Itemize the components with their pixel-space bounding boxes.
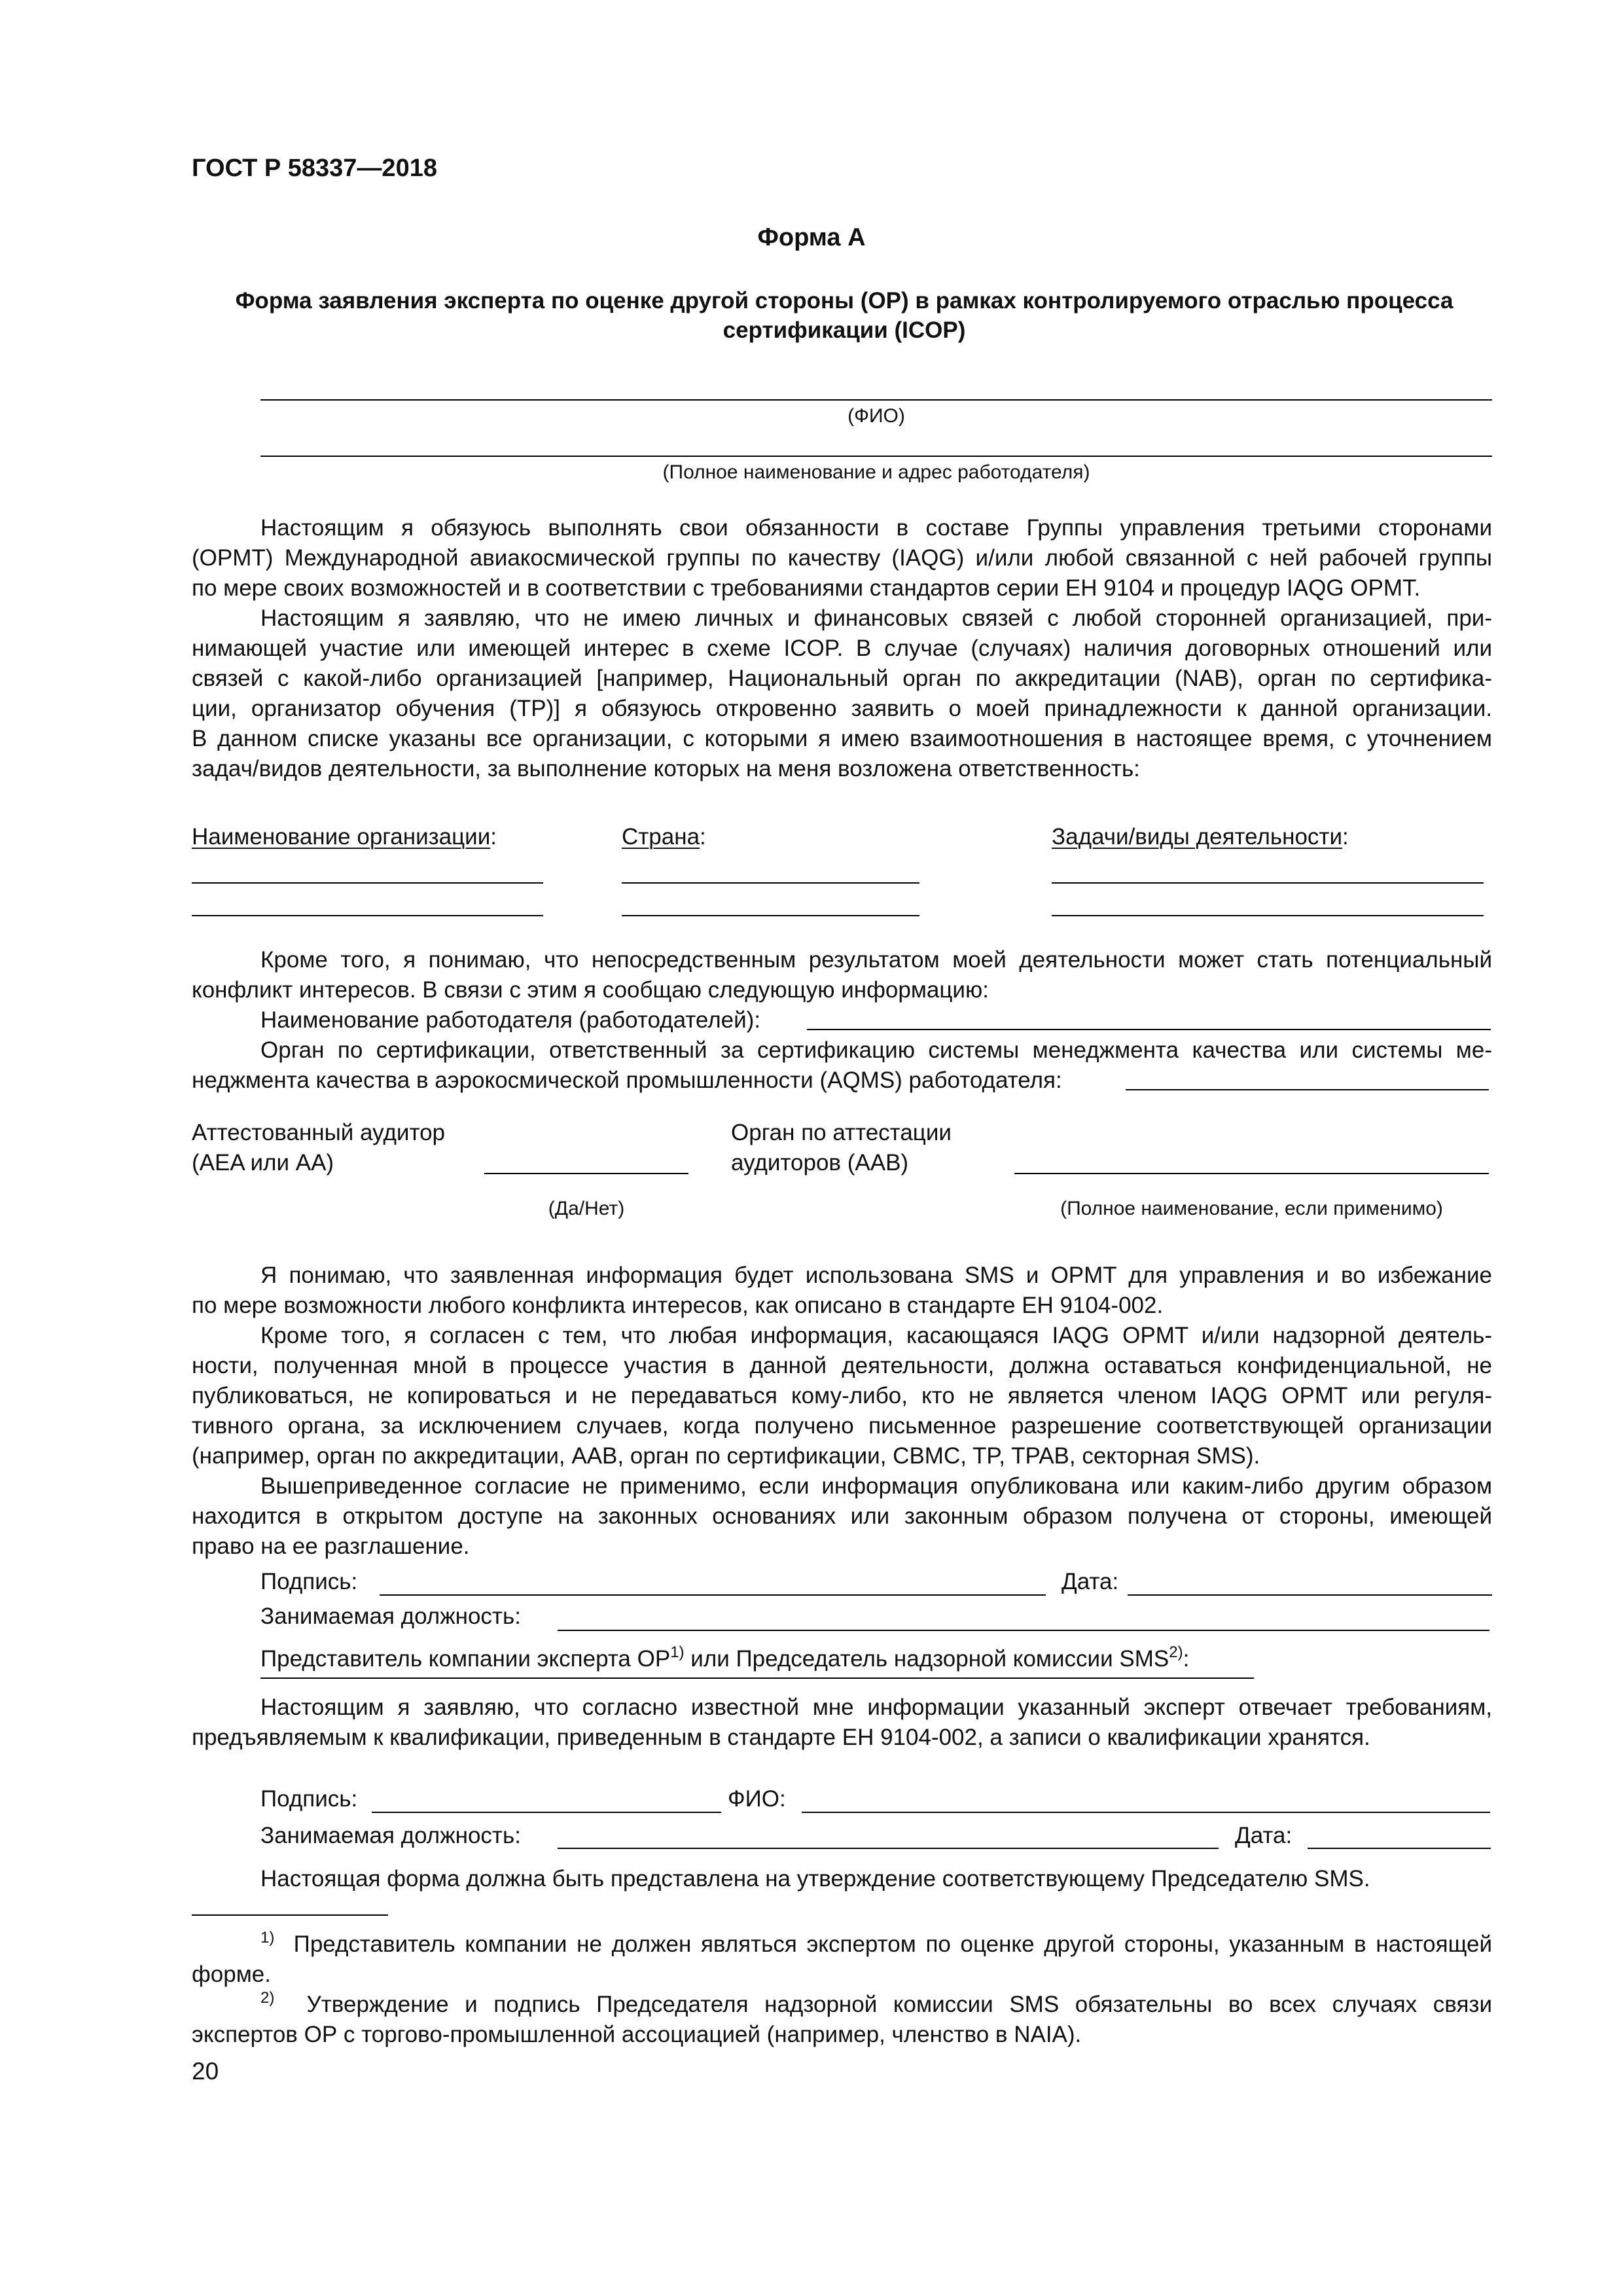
country-field-1[interactable] [622,882,919,884]
org-name-heading [192,822,497,852]
tasks-colon: : [1342,824,1349,850]
rep-signature-field[interactable] [372,1812,721,1813]
representative-heading-line [260,1677,1254,1679]
conflict-line-1: Кроме того, я понимаю, что непосредственным результатом моей деятельности может стать потенциальный [260,947,1492,973]
aab-field[interactable] [1014,1173,1489,1174]
conflict-line-2: конфликт интересов. В связи с этим я сообщаю следующую информацию: [192,977,989,1003]
tasks-heading [1052,822,1349,852]
fio-field-line[interactable] [260,399,1492,401]
tasks-heading-text: Задачи/виды деятельности [1052,824,1342,850]
rep-date-label: Дата: [1235,1823,1293,1848]
form-title: Форма А [757,224,866,251]
auditor-label-line-1: Аттестованный аудитор [192,1120,446,1145]
country-colon: : [700,824,706,850]
form-subtitle-line1: Форма заявления эксперта по оценке другой стороны (ОР) в рамках контролируемого отраслью процесса [235,288,1454,314]
declaration-line-3: связей с какой-либо организацией [например, Национальный орган по аккредитации (NAB), орган по сертифика- [192,666,1492,691]
aab-label-line-1: Орган по аттестации [731,1120,952,1145]
confidentiality-line-5: (например, орган по аккредитации, AAB, орган по сертификации, CBMC, TP, TPAB, секторная SMS). [192,1443,1260,1469]
confidentiality-line-1: Кроме того, я согласен с тем, что любая информация, касающаяся IAQG OPMT и/или надзорной деятель- [260,1323,1492,1348]
commitment-line-3: по мере своих возможностей и в соответствии с требованиями стандартов серии ЕН 9104 и процедур IAQG OPMT. [192,575,1421,601]
org-name-colon: : [490,824,497,850]
usage-line-1: Я понимаю, что заявленная информация будет использована SMS и OPMT для управления и во избежание [260,1263,1492,1288]
commitment-line-1: Настоящим я обязуюсь выполнять свои обязанности в составе Группы управления третьими сторонами [260,515,1492,541]
org-name-heading-text: Наименование организации [192,824,491,850]
representative-heading [260,1644,1189,1674]
employer-caption: (Полное наименование и адрес работодателя) [662,461,1090,483]
tasks-field-2[interactable] [1052,915,1484,916]
footnote-2-text: Утверждение и подпись Председателя надзорной комиссии SMS обязательны во всех случаях связи [306,1992,1492,2017]
footnote-2-mark: 2) [260,1989,275,2007]
cert-body-line-2: неджмента качества в аэрокосмической промышленности (AQMS) работодателя: [192,1067,1062,1093]
employer-name-field[interactable] [807,1029,1491,1030]
usage-line-2: по мере возможности любого конфликта интересов, как описано в стандарте ЕН 9104-002. [192,1293,1164,1318]
auditor-yes-no-field[interactable] [484,1173,688,1174]
footnote-2-line-1 [260,1990,1492,2020]
form-subtitle-line2: сертификации (ICOP) [722,317,966,343]
aab-label-line-2: аудиторов (AAB) [731,1150,909,1175]
org-name-field-2[interactable] [192,915,543,916]
footnote-1-mark: 1) [260,1929,275,1946]
footnote-1-line-1 [260,1929,1492,1960]
employer-name-label: Наименование работодателя (работодателей): [260,1007,761,1033]
rep-fio-field[interactable] [802,1812,1490,1813]
expert-position-field[interactable] [558,1630,1489,1631]
standard-code: ГОСТ Р 58337—2018 [192,154,437,182]
exception-line-2: находится в открытом доступе на законных основаниях или законным образом получена от стороны, имеющей [192,1503,1492,1529]
country-field-2[interactable] [622,915,919,916]
rep-position-label: Занимаемая должность: [260,1823,521,1848]
confidentiality-line-3: публиковаться, не копироваться и не передаваться кому-либо, кто не является членом IAQG OPMT или регуля- [192,1383,1492,1408]
fio-caption: (ФИО) [847,405,905,427]
footnote-separator [192,1914,388,1916]
declaration-line-4: ции, организатор обучения (ТР)] я обязуюсь откровенно заявить о моей принадлежности к данной организации. [192,696,1492,721]
exception-line-3: право на ее разглашение. [192,1534,470,1559]
expert-signature-field[interactable] [380,1594,1046,1596]
footnote-ref-1: 1) [670,1643,685,1661]
auditor-label-line-2: (AEA или AA) [192,1150,334,1175]
confidentiality-line-4: тивного органа, за исключением случаев, когда получено письменное разрешение соответствующей организации [192,1413,1492,1439]
closing-note: Настоящая форма должна быть представлена на утверждение соответствующему Председателю SMS. [260,1866,1370,1892]
declaration-line-2: нимающей участие или имеющей интерес в схеме ICOP. В случае (случаях) наличия договорных отношений или [192,636,1492,661]
auditor-caption: (Да/Нет) [548,1198,625,1219]
expert-signature-label: Подпись: [260,1569,358,1594]
cert-body-field[interactable] [1126,1089,1489,1090]
country-heading [622,822,706,852]
expert-position-label: Занимаемая должность: [260,1604,521,1629]
footnote-ref-2: 2) [1169,1643,1183,1661]
rep-statement-line-2: предъявляемым к квалификации, приведенным в стандарте ЕН 9104-002, а записи о квалификации хранятся. [192,1725,1370,1750]
country-heading-text: Страна [622,824,700,850]
rep-text-a: Представитель компании эксперта ОР [260,1646,671,1672]
rep-statement-line-1: Настоящим я заявляю, что согласно известной мне информации указанный эксперт отвечает требованиям, [260,1695,1492,1720]
org-name-field-1[interactable] [192,882,543,884]
rep-signature-label: Подпись: [260,1786,358,1812]
rep-text-b: или Председатель надзорной комиссии SMS [684,1646,1169,1672]
rep-text-c: : [1183,1646,1190,1672]
declaration-line-1: Настоящим я заявляю, что не имею личных и финансовых связей с любой сторонней организацией, при- [260,605,1492,631]
footnote-1-line-2: форме. [192,1962,271,1987]
declaration-line-5: В данном списке указаны все организации, с которыми я имею взаимоотношения в настоящее время, с уточнением [192,726,1492,751]
cert-body-line-1: Орган по сертификации, ответственный за сертификацию системы менеджмента качества или системы ме- [260,1037,1492,1063]
rep-position-field[interactable] [558,1848,1219,1849]
tasks-field-1[interactable] [1052,882,1484,884]
declaration-line-6: задач/видов деятельности, за выполнение которых на меня возложена ответственность: [192,756,1140,781]
confidentiality-line-2: ности, полученная мной в процессе участия в данной деятельности, должна оставаться конфиденциальной, не [192,1353,1492,1378]
footnote-1-text: Представитель компании не должен являться экспертом по оценке другой стороны, указанным в настоящей [293,1931,1493,1957]
expert-date-field[interactable] [1128,1594,1492,1596]
aab-caption: (Полное наименование, если применимо) [1060,1198,1443,1219]
rep-fio-label: ФИО: [728,1786,786,1812]
commitment-line-2: (OPMT) Международной авиакосмической группы по качеству (IAQG) и/или любой связанной с ней рабочей группы [192,545,1492,571]
rep-date-field[interactable] [1308,1848,1491,1849]
employer-field-line[interactable] [260,456,1492,457]
expert-date-label: Дата: [1061,1569,1119,1594]
exception-line-1: Вышеприведенное согласие не применимо, если информация опубликована или каким-либо другим образом [260,1473,1492,1499]
page-number: 20 [192,2058,219,2085]
footnote-2-line-2: экспертов ОР с торгово-промышленной ассоциацией (например, членство в NAIA). [192,2022,1082,2047]
